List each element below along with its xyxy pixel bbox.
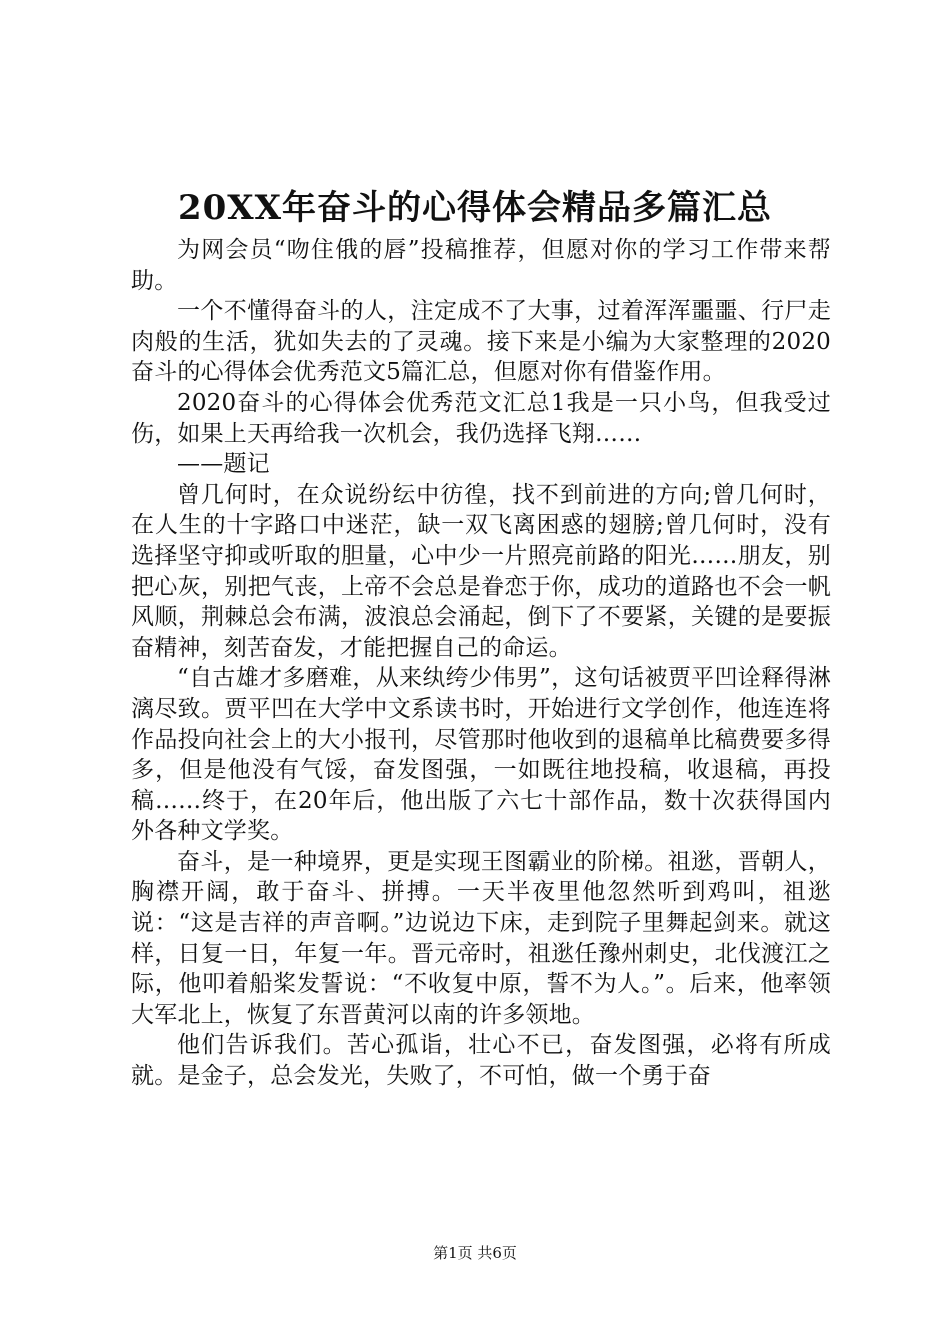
paragraph: 他们告诉我们。苦心孤诣，壮心不已，奋发图强，必将有所成就。是金子，总会发光，失败了，不可怕，做一个勇于奋 <box>131 1032 831 1090</box>
paragraph: “自古雄才多磨难，从来纨绔少伟男”，这句话被贾平凹诠释得淋漓尽致。贾平凹在大学中文系读书时，开始进行文学创作，他连连将作品投向社会上的大小报刊，尽管那时他收到的退稿单比稿费要多得多，但是他没有气馁，奋发图强，一如既往地投稿，收退稿，再投稿……终于，在20年后，他出版了六七十部作品，数十次获得国内外各种文学奖。 <box>131 665 831 845</box>
document-title: 20XX年奋斗的心得体会精品多篇汇总 <box>177 188 773 228</box>
page-number-footer: 第1页 共6页 <box>433 1244 517 1262</box>
epigraph-attribution: ——题记 <box>177 451 270 478</box>
document-body <box>131 235 831 1092</box>
paragraph: 2020奋斗的心得体会优秀范文汇总1我是一只小鸟，但我受过伤，如果上天再给我一次机会，我仍选择飞翔…… <box>131 389 831 447</box>
paragraph: 曾几何时，在众说纷纭中彷徨，找不到前进的方向;曾几何时，在人生的十字路口中迷茫，缺一双飞离困惑的翅膀;曾几何时，没有选择坚守抑或听取的胆量，心中少一片照亮前路的阳光……朋友，别把心灰，别把气丧，上帝不会总是眷恋于你，成功的道路也不会一帆风顺，荆棘总会布满，波浪总会涌起，倒下了不要紧，关键的是要振奋精神，刻苦奋发，才能把握自己的命运。 <box>131 481 831 661</box>
paragraph: 奋斗，是一种境界，更是实现王图霸业的阶梯。祖逖，晋朝人，胸襟开阔，敢于奋斗、拼搏。一天半夜里他忽然听到鸡叫，祖逖说：“这是吉祥的声音啊。”边说边下床，走到院子里舞起剑来。就这样，日复一日，年复一年。晋元帝时，祖逖任豫州刺史，北伐渡江之际，他叩着船桨发誓说：“不收复中原，誓不为人。”。后来，他率领大军北上，恢复了东晋黄河以南的许多领地。 <box>131 848 831 1028</box>
paragraph: 一个不懂得奋斗的人，注定成不了大事，过着浑浑噩噩、行尸走肉般的生活，犹如失去的了灵魂。接下来是小编为大家整理的2020奋斗的心得体会优秀范文5篇汇总，但愿对你有借鉴作用。 <box>131 298 831 386</box>
paragraph: 为网会员“吻住俄的唇”投稿推荐，但愿对你的学习工作带来帮助。 <box>131 237 831 294</box>
